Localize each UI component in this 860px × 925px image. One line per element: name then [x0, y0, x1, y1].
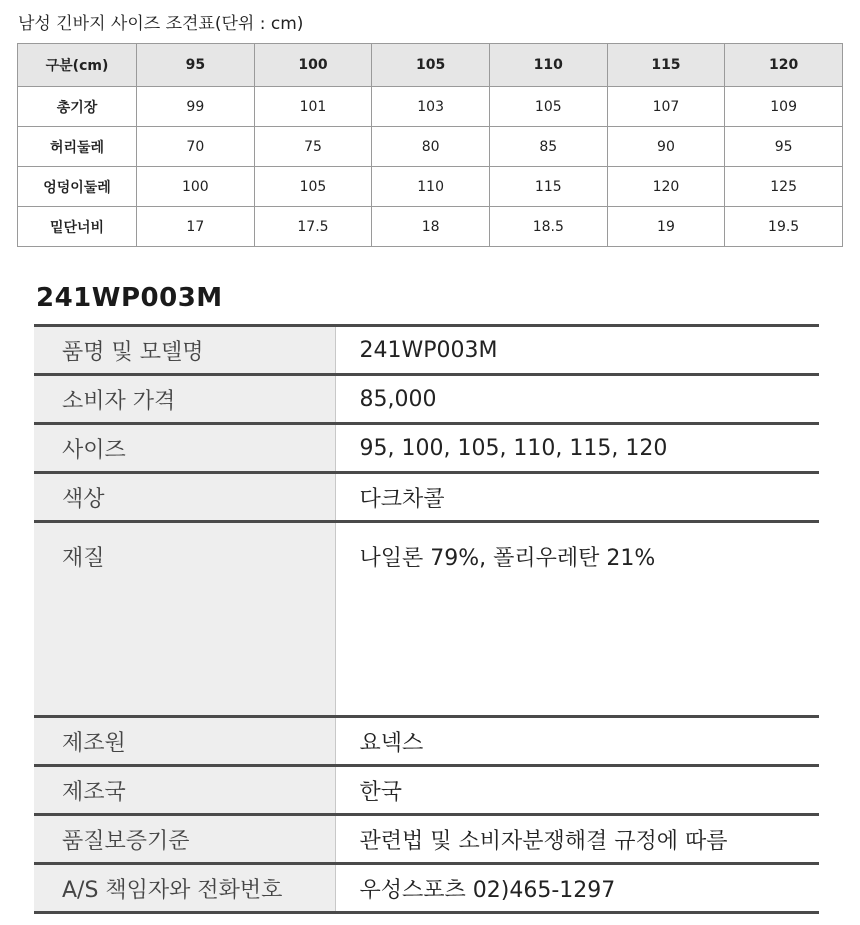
- size-cell: 101: [254, 87, 372, 127]
- size-cell: 110: [372, 167, 490, 207]
- size-cell: 80: [372, 127, 490, 167]
- size-row-label: 총기장: [18, 87, 137, 127]
- spec-label: 재질: [34, 522, 335, 717]
- size-cell: 99: [137, 87, 255, 127]
- spec-value: 95, 100, 105, 110, 115, 120: [335, 424, 819, 473]
- spec-row-price: [34, 375, 819, 424]
- model-heading: 241WP003M: [36, 283, 223, 313]
- spec-row-as-contact: [34, 864, 819, 913]
- size-cell: 105: [254, 167, 372, 207]
- spec-row-country: [34, 766, 819, 815]
- size-chart-corner-header: 구분(cm): [18, 44, 137, 87]
- spec-row-model: [34, 326, 819, 375]
- size-column-header: 120: [725, 44, 843, 87]
- spec-row-quality-standard: [34, 815, 819, 864]
- size-cell: 17: [137, 207, 255, 247]
- spec-value: 관련법 및 소비자분쟁해결 규정에 따름: [335, 815, 819, 864]
- size-cell: 90: [607, 127, 725, 167]
- spec-value: 다크차콜: [335, 473, 819, 522]
- size-cell: 18.5: [489, 207, 607, 247]
- spec-value: 요넥스: [335, 717, 819, 766]
- spec-row-color: [34, 473, 819, 522]
- size-row-label: 밑단너비: [18, 207, 137, 247]
- product-spec-table: [34, 324, 819, 914]
- size-column-header: 115: [607, 44, 725, 87]
- size-column-header: 105: [372, 44, 490, 87]
- size-cell: 95: [725, 127, 843, 167]
- size-cell: 103: [372, 87, 490, 127]
- size-cell: 75: [254, 127, 372, 167]
- spec-value: 나일론 79%, 폴리우레탄 21%: [335, 522, 819, 717]
- size-row-label: 허리둘레: [18, 127, 137, 167]
- spec-value: 85,000: [335, 375, 819, 424]
- size-cell: 100: [137, 167, 255, 207]
- spec-row-material: [34, 522, 819, 717]
- spec-label: 제조원: [34, 717, 335, 766]
- spec-row-sizes: [34, 424, 819, 473]
- size-chart-table: [17, 43, 843, 247]
- spec-label: A/S 책임자와 전화번호: [34, 864, 335, 913]
- size-cell: 105: [489, 87, 607, 127]
- spec-label: 품질보증기준: [34, 815, 335, 864]
- spec-label: 사이즈: [34, 424, 335, 473]
- size-chart-row-total-length: [18, 87, 843, 127]
- size-cell: 85: [489, 127, 607, 167]
- size-cell: 18: [372, 207, 490, 247]
- spec-label: 색상: [34, 473, 335, 522]
- spec-value: 한국: [335, 766, 819, 815]
- spec-value: 241WP003M: [335, 326, 819, 375]
- spec-label: 제조국: [34, 766, 335, 815]
- size-cell: 120: [607, 167, 725, 207]
- size-cell: 115: [489, 167, 607, 207]
- spec-value: 우성스포츠 02)465-1297: [335, 864, 819, 913]
- size-chart-caption: 남성 긴바지 사이즈 조견표(단위 : cm): [18, 14, 304, 34]
- size-column-header: 95: [137, 44, 255, 87]
- size-cell: 107: [607, 87, 725, 127]
- size-column-header: 100: [254, 44, 372, 87]
- size-cell: 17.5: [254, 207, 372, 247]
- size-column-header: 110: [489, 44, 607, 87]
- size-chart-row-hip: [18, 167, 843, 207]
- size-chart-row-waist: [18, 127, 843, 167]
- spec-label: 소비자 가격: [34, 375, 335, 424]
- size-row-label: 엉덩이둘레: [18, 167, 137, 207]
- size-cell: 19.5: [725, 207, 843, 247]
- size-cell: 109: [725, 87, 843, 127]
- spec-row-manufacturer: [34, 717, 819, 766]
- size-cell: 19: [607, 207, 725, 247]
- size-chart-row-hem-width: [18, 207, 843, 247]
- size-cell: 70: [137, 127, 255, 167]
- size-cell: 125: [725, 167, 843, 207]
- spec-label: 품명 및 모델명: [34, 326, 335, 375]
- size-chart-header-row: [18, 44, 843, 87]
